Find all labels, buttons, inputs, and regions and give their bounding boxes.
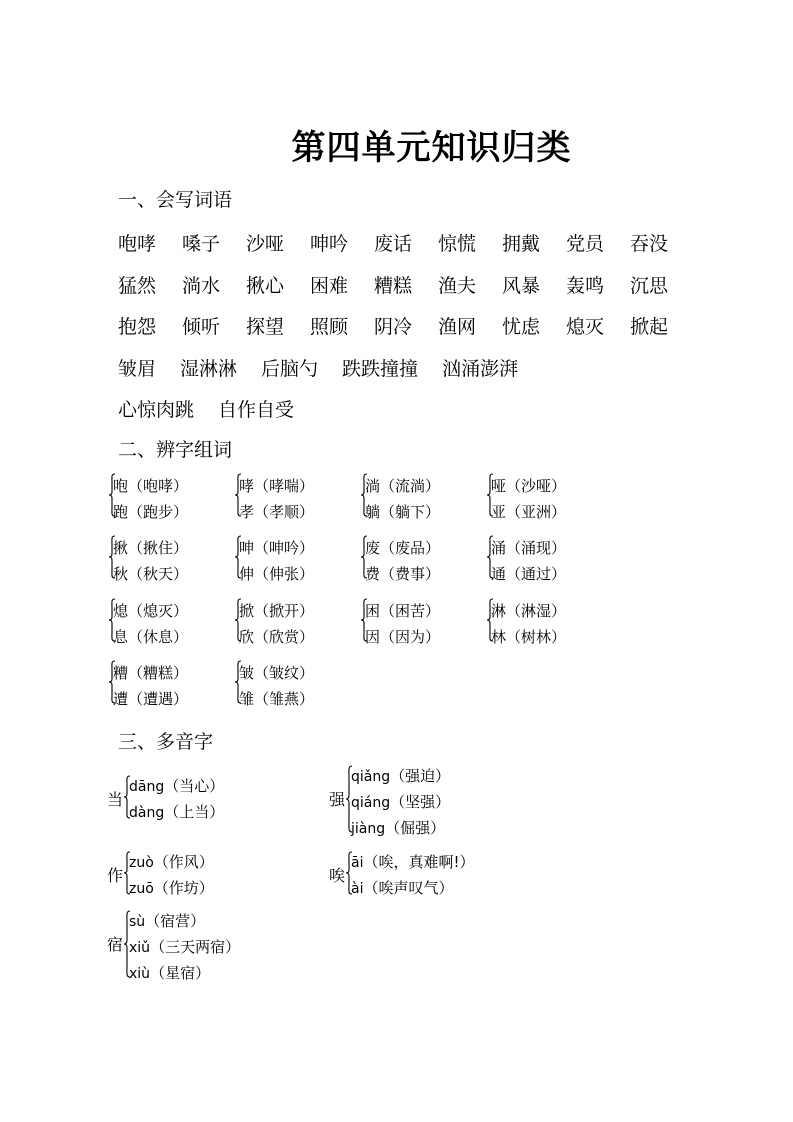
pair-word: 通（通过） xyxy=(491,565,567,584)
example-word: （作坊） xyxy=(153,879,214,897)
vocab-word: 惊慌 xyxy=(438,233,477,256)
example-word: （唉声叹气） xyxy=(363,879,454,897)
vocab-word: 渔夫 xyxy=(438,274,477,297)
example-word: （星宿） xyxy=(150,964,211,982)
polyphone-qiang xyxy=(329,762,509,838)
vocab-word: 咆哮 xyxy=(118,233,157,256)
polyphone-reading xyxy=(129,910,205,931)
section-heading-polyphones: 三、多音字 xyxy=(118,731,214,753)
example-word: （唉，真难啊!） xyxy=(363,853,475,871)
vocab-row xyxy=(118,347,758,389)
pair-row xyxy=(108,532,668,594)
vocab-word: 困难 xyxy=(310,274,349,297)
character-pair xyxy=(108,470,234,522)
vocab-word: 沉思 xyxy=(630,274,669,297)
pair-word: 哮（哮喘） xyxy=(239,477,315,495)
pair-word: 熄（熄灭） xyxy=(113,601,189,620)
pair-word: 跑（跑步） xyxy=(113,503,189,521)
polyphone-reading xyxy=(129,801,224,822)
pair-word: 雏（雏燕） xyxy=(239,689,315,708)
pair-word: 呻（呻吟） xyxy=(239,539,315,558)
example-word: （强迫） xyxy=(390,767,451,785)
polyphone-reading xyxy=(351,877,453,898)
pair-word: 亚（亚洲） xyxy=(491,503,567,521)
pair-word: 淌（流淌） xyxy=(365,477,441,495)
pinyin: qiáng xyxy=(351,795,391,811)
pair-word: 伸（伸张） xyxy=(239,565,315,584)
pair-word: 哑（沙哑） xyxy=(491,477,567,495)
section-heading-character-pairs: 二、辨字组词 xyxy=(118,439,233,461)
vocab-word: 淌水 xyxy=(182,274,221,297)
vocab-word: 汹涌澎湃 xyxy=(442,357,519,380)
vocab-word: 党员 xyxy=(566,233,605,256)
character-pair xyxy=(234,532,360,584)
pair-row xyxy=(108,595,668,657)
vocab-row xyxy=(118,222,758,264)
polyphone-reading xyxy=(129,851,214,872)
pinyin: āi xyxy=(351,855,364,871)
vocab-word: 轰鸣 xyxy=(566,274,605,297)
vocab-word: 照顾 xyxy=(310,316,349,339)
pair-row xyxy=(108,470,668,532)
vocab-word: 忧虑 xyxy=(502,316,541,339)
polyphone-char: 唉 xyxy=(329,866,346,885)
vocab-word: 掀起 xyxy=(630,316,669,339)
vocabulary-list xyxy=(118,222,758,430)
polyphone-reading xyxy=(129,936,240,957)
pinyin: xiù xyxy=(129,966,151,982)
vocab-word: 沙哑 xyxy=(246,233,285,256)
pinyin: sù xyxy=(129,914,146,930)
vocab-word: 探望 xyxy=(246,316,285,339)
vocab-word: 废话 xyxy=(374,233,413,256)
vocab-word: 吞没 xyxy=(630,233,669,256)
character-pair xyxy=(108,532,234,584)
vocab-row xyxy=(118,305,758,347)
vocab-word: 倾听 xyxy=(182,316,221,339)
pair-word: 糟（糟糕） xyxy=(113,663,189,682)
polyphone-reading xyxy=(129,962,210,983)
vocab-word: 渔网 xyxy=(438,316,477,339)
polyphone-reading xyxy=(129,877,214,898)
pair-word: 躺（躺下） xyxy=(365,503,441,521)
page-title: 第四单元知识归类 xyxy=(291,128,572,168)
polyphone-reading xyxy=(129,775,224,796)
character-pair xyxy=(108,657,234,709)
character-pair xyxy=(360,595,486,647)
pair-word: 困（困苦） xyxy=(365,601,441,620)
pinyin: qiǎng xyxy=(351,769,391,785)
pair-word: 揪（揪住） xyxy=(113,539,189,558)
vocab-word: 嗓子 xyxy=(182,233,221,256)
polyphone-su xyxy=(107,907,287,983)
pair-row xyxy=(108,657,668,719)
pinyin: xiǔ xyxy=(129,940,151,956)
pinyin: jiàng xyxy=(351,821,386,837)
vocab-word: 呻吟 xyxy=(310,233,349,256)
character-pair xyxy=(234,657,360,709)
polyphone-char: 宿 xyxy=(107,935,124,954)
vocab-word: 抱怨 xyxy=(118,316,157,339)
vocab-word: 皱眉 xyxy=(118,357,157,380)
character-pair xyxy=(486,470,612,522)
polyphone-dang xyxy=(107,772,267,826)
pinyin: zuō xyxy=(129,881,154,897)
pinyin: dàng xyxy=(129,805,165,821)
vocab-row xyxy=(118,264,758,306)
polyphone-ai xyxy=(329,848,529,902)
polyphone-char: 作 xyxy=(107,866,124,885)
vocab-word: 自作自受 xyxy=(218,399,295,422)
pinyin: zuò xyxy=(129,855,154,871)
vocab-word: 后脑勺 xyxy=(261,357,319,380)
pair-word: 咆（咆哮） xyxy=(113,477,189,495)
vocab-word: 湿淋淋 xyxy=(180,357,238,380)
pair-word: 因（因为） xyxy=(365,627,441,646)
example-word: （倔强） xyxy=(385,819,446,837)
vocab-word: 拥戴 xyxy=(502,233,541,256)
polyphone-reading xyxy=(351,817,445,838)
vocab-word: 风暴 xyxy=(502,274,541,297)
pinyin: dāng xyxy=(129,779,165,795)
pair-word: 林（树林） xyxy=(491,627,567,646)
character-pair xyxy=(360,532,486,584)
character-pair xyxy=(108,595,234,647)
polyphone-char: 强 xyxy=(329,790,346,809)
polyphone-reading xyxy=(351,851,474,872)
example-word: （宿营） xyxy=(145,912,206,930)
example-word: （当心） xyxy=(164,777,225,795)
polyphone-reading xyxy=(351,765,450,786)
example-word: （上当） xyxy=(164,803,225,821)
character-pair xyxy=(486,595,612,647)
pair-word: 废（废品） xyxy=(365,539,441,558)
vocab-word: 跌跌撞撞 xyxy=(342,357,419,380)
pair-word: 遭（遭遇） xyxy=(113,689,189,708)
polyphone-reading xyxy=(351,791,450,812)
vocab-word: 阴冷 xyxy=(374,316,413,339)
example-word: （作风） xyxy=(153,853,214,871)
pair-word: 皱（皱纹） xyxy=(239,663,315,682)
vocab-row xyxy=(118,388,758,430)
vocab-word: 熄灭 xyxy=(566,316,605,339)
polyphone-zuo xyxy=(107,848,267,902)
example-word: （坚强） xyxy=(390,793,451,811)
character-pairs xyxy=(108,470,668,719)
example-word: （三天两宿） xyxy=(150,938,241,956)
vocab-word: 揪心 xyxy=(246,274,285,297)
pair-word: 息（休息） xyxy=(113,627,189,646)
pair-word: 掀（掀开） xyxy=(239,601,315,620)
polyphone-char: 当 xyxy=(107,790,124,809)
pair-word: 费（费事） xyxy=(365,565,441,584)
character-pair xyxy=(360,470,486,522)
vocab-word: 猛然 xyxy=(118,274,157,297)
pair-word: 淋（淋湿） xyxy=(491,601,567,620)
pair-word: 孝（孝顺） xyxy=(239,503,315,521)
section-heading-vocabulary: 一、会写词语 xyxy=(118,189,233,211)
pair-word: 秋（秋天） xyxy=(113,565,189,584)
vocab-word: 糟糕 xyxy=(374,274,413,297)
pair-word: 欣（欣赏） xyxy=(239,627,315,646)
pinyin: ài xyxy=(351,881,364,897)
character-pair xyxy=(234,595,360,647)
character-pair xyxy=(234,470,360,522)
character-pair xyxy=(486,532,612,584)
pair-word: 涌（涌现） xyxy=(491,539,567,558)
vocab-word: 心惊肉跳 xyxy=(118,399,195,422)
